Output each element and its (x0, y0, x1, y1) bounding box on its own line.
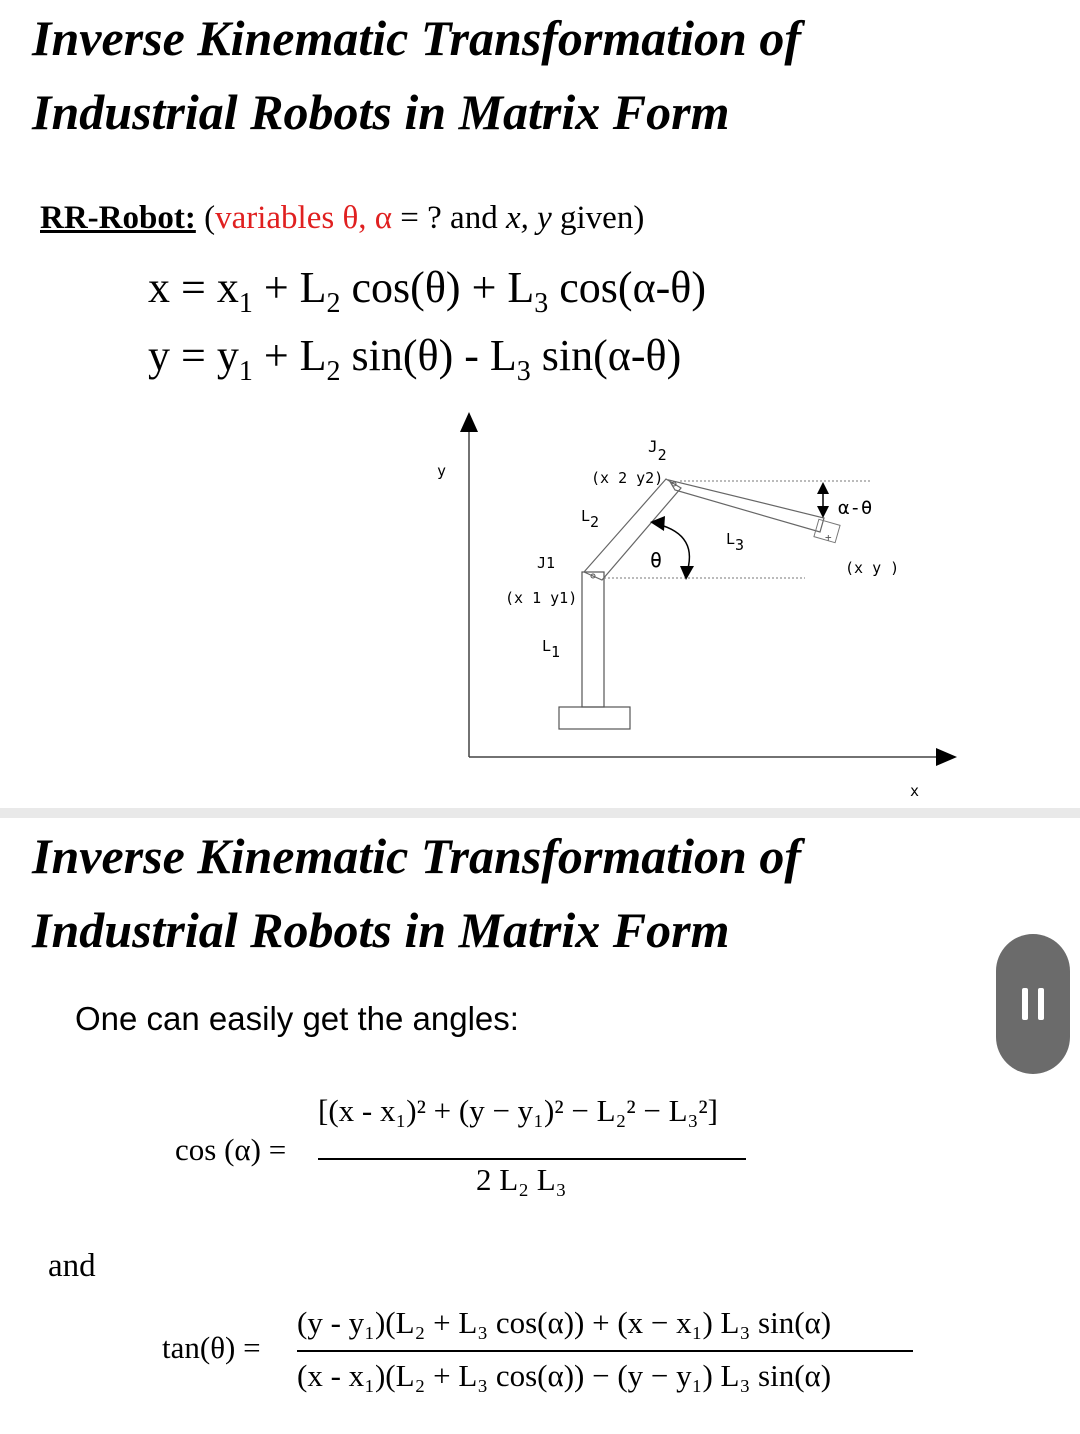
eqy-b: + L (252, 331, 327, 380)
label-alpha-theta: α-θ (838, 497, 873, 519)
eqy-d: sin(α-θ) (530, 331, 682, 380)
eqx-s2: 2 (326, 288, 341, 319)
cos-alpha-numerator: [(x - x₁)² + (y − y₁)² − L₂² − L₃²] (318, 1093, 718, 1128)
tan-theta-fraction-bar (297, 1350, 913, 1352)
tan-theta-lhs: tan(θ) = (162, 1330, 261, 1365)
y-axis-label: y (437, 462, 447, 480)
theta-arrow-end (680, 566, 694, 580)
alpha-theta-arrow-up (817, 482, 829, 494)
x-axis-label: x (910, 782, 920, 800)
rr-end: given) (551, 200, 645, 236)
slide-1-title-line-1: Inverse Kinematic Transformation of (32, 10, 802, 66)
slide-divider (0, 808, 1080, 818)
label-j1: J1 (537, 554, 556, 572)
eqx-c: cos(θ) + L (340, 263, 535, 312)
eqy-s1: 1 (238, 356, 253, 387)
intro-text: One can easily get the angles: (75, 1000, 519, 1037)
label-j2: J2 (648, 437, 667, 464)
eqy-s3: 3 (516, 356, 531, 387)
label-theta: θ (650, 548, 663, 572)
label-x2y2: (x 2 y2) (591, 469, 664, 487)
slide-1-title-line-2: Industrial Robots in Matrix Form (32, 84, 730, 140)
cos-alpha-fraction-bar (318, 1158, 746, 1160)
eqx-s3: 3 (534, 288, 549, 319)
scroll-handle[interactable] (996, 934, 1070, 1074)
cos-alpha-lhs: cos (α) = (175, 1132, 287, 1167)
eqy-c: sin(θ) - L (340, 331, 517, 380)
slide-2-title-line-2: Industrial Robots in Matrix Form (32, 902, 730, 958)
scroll-handle-grip-right (1038, 988, 1044, 1020)
tan-theta-denominator: (x - x₁)(L₂ + L₃ cos(α)) − (y − y₁) L₃ sin(α) (297, 1358, 832, 1393)
link-l1 (582, 572, 604, 707)
label-xy: (x y ) (845, 559, 900, 577)
label-x1y1: (x 1 y1) (505, 589, 578, 607)
robot-base (559, 707, 630, 729)
end-effector-plus: + (825, 531, 832, 544)
slide-2-title-line-1: Inverse Kinematic Transformation of (32, 828, 802, 884)
and-text: and (48, 1248, 96, 1284)
y-axis-arrow (460, 412, 478, 432)
eqy-a: y = y (148, 331, 239, 380)
eqx-s1: 1 (238, 288, 253, 319)
label-l2: L2 (581, 507, 600, 531)
rr-rest: = ? and (400, 200, 506, 236)
rr-open: ( (195, 200, 216, 236)
eqx-d: cos(α-θ) (548, 263, 707, 312)
rr-robot-label: RR-Robot: (40, 200, 196, 236)
rr-variables: variables θ, α (215, 200, 401, 236)
x-axis-arrow (936, 748, 957, 766)
cos-alpha-denominator: 2 L₂ L₃ (476, 1162, 567, 1197)
rr-given-vars: x, y (505, 200, 552, 236)
tan-theta-numerator: (y - y₁)(L₂ + L₃ cos(α)) + (x − x₁) L₃ sin(α) (297, 1305, 832, 1340)
scroll-handle-grip-left (1022, 988, 1028, 1020)
label-l1: L1 (542, 637, 561, 661)
label-l3: L3 (726, 530, 745, 554)
eqy-s2: 2 (326, 356, 341, 387)
theta-arrow-start (650, 516, 665, 531)
link-l3 (669, 480, 824, 532)
eqx-a: x = x (148, 263, 239, 312)
eqx-b: + L (252, 263, 327, 312)
